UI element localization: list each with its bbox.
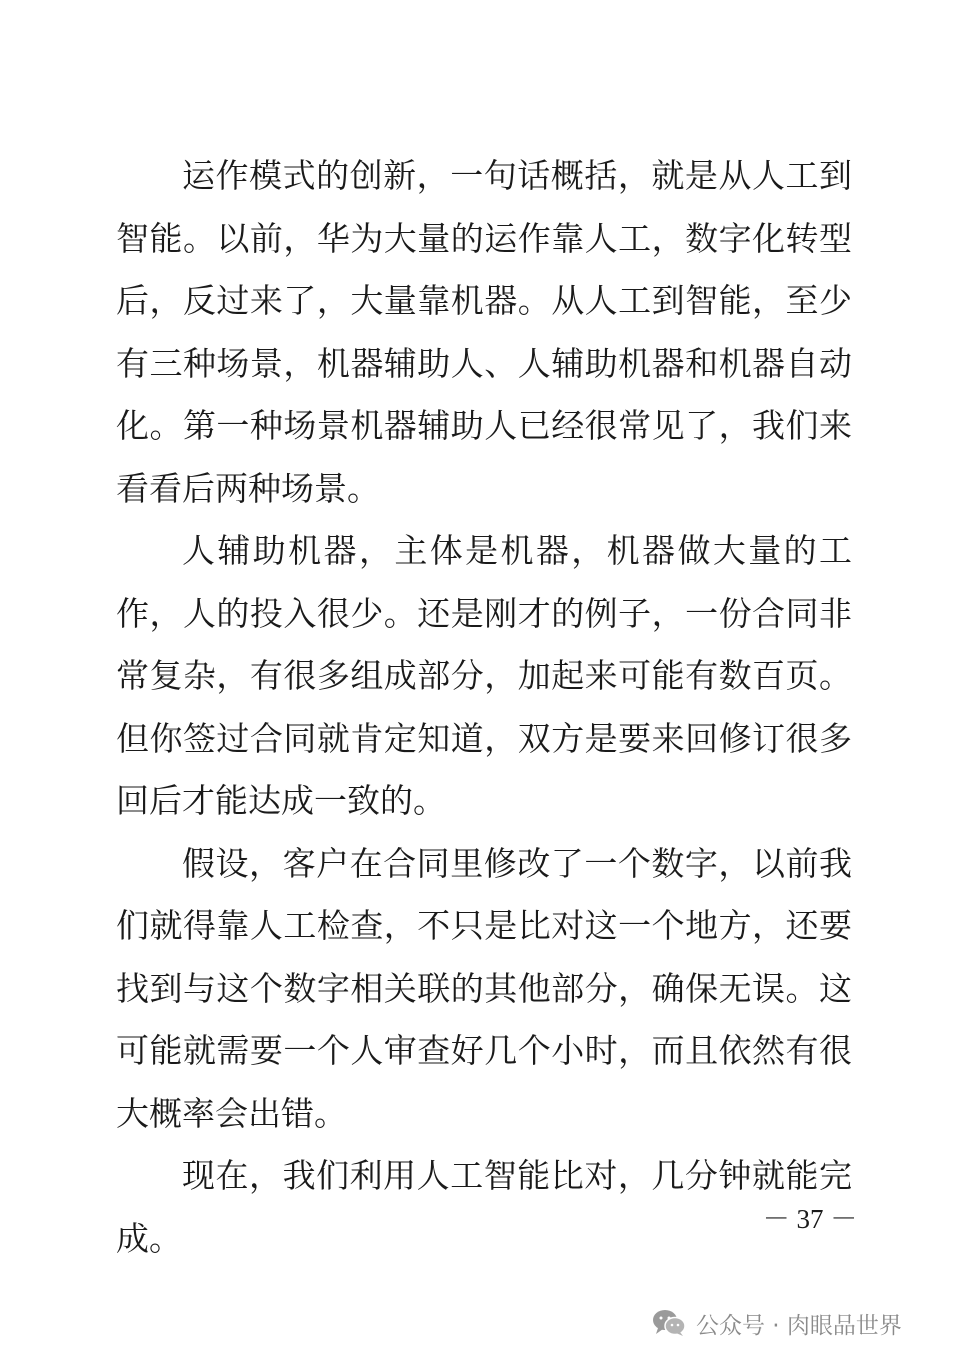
paragraph-1: 运作模式的创新，一句话概括，就是从人工到智能。以前，华为大量的运作靠人工，数字化转型后，反过来了，大量靠机器。从人工到智能，至少有三种场景，机器辅助人、人辅助机器和机器自动化。第一种场景机器辅助人已经很常见了，我们来看看后两种场景。 <box>116 156 852 508</box>
document-body <box>116 145 852 1270</box>
paragraph-3: 假设，客户在合同里修改了一个数字，以前我们就得靠人工检查，不只是比对这一个地方，还要找到与这个数字相关联的其他部分，确保无误。这可能就需要一个人审查好几个小时，而且依然有很大概率会出错。 <box>116 843 852 1133</box>
watermark <box>652 1303 902 1343</box>
paragraph-4: 现在，我们利用人工智能比对，几分钟就能完成。 <box>116 1156 852 1258</box>
wechat-icon <box>652 1309 686 1337</box>
paragraph-2: 人辅助机器，主体是机器，机器做大量的工作，人的投入很少。还是刚才的例子，一份合同非常复杂，有很多组成部分，加起来可能有数百页。但你签过合同就肯定知道，双方是要来回修订很多回后才能达成一致的。 <box>116 531 852 820</box>
watermark-text: 公众号 · 肉眼品世界 <box>696 1312 902 1339</box>
page-number: － 37 － <box>762 1204 858 1234</box>
